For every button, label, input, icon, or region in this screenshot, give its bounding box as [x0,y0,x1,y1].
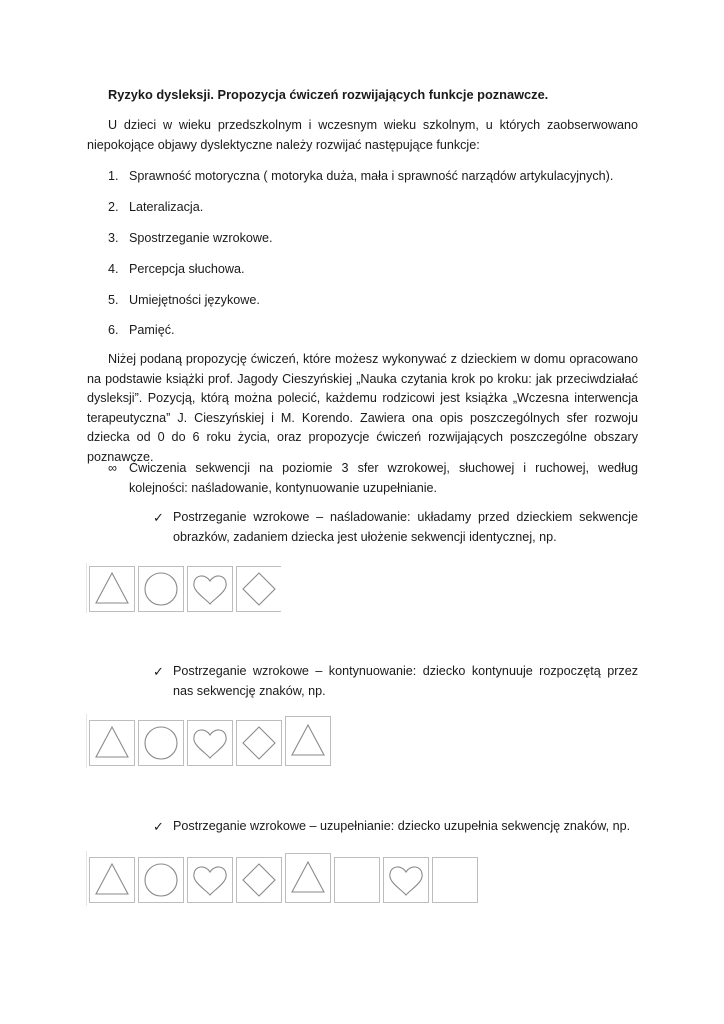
intro-paragraph: U dzieci w wieku przedszkolnym i wczesnym wieku szkolnym, u których zaobserwowano niepokojące objawy dyslektyczne należy rozwijać następujące funkcje: [87,118,638,152]
list-item-number: 2. [108,200,119,214]
sequence-card-triangle [90,858,135,903]
document-title: Ryzyko dysleksji. Propozycja ćwiczeń rozwijających funkcje poznawcze. [108,87,549,102]
list-item-text: Percepcja słuchowa. [129,262,245,276]
exercise-text: Postrzeganie wzrokowe – kontynuowanie: dziecko kontynuuje rozpoczętą przez nas sekwencję znaków, np. [173,664,638,698]
sequence-card-circle [139,858,184,903]
exercise-text: Postrzeganie wzrokowe – uzupełnianie: dziecko uzupełnia sekwencję znaków, np. [173,819,631,833]
sequence-completion [86,851,486,906]
source-paragraph: Niżej podaną propozycję ćwiczeń, które możesz wykonywać z dzieckiem w domu opracowano na podstawie książki prof. Jagody Cieszyńskiej „Nauka czytania krok po kroku: jak przeciwdziałać dysleksji”. Pozycją, którą można polecić, każdemu rodzicowi jest książka „Wczesna interwencja terapeutyczna” J. Cieszyńskiej i M. Korendo. Zawiera ona opis poszczególnych sfer rozwoju dziecka od 0 do 6 roku życia, oraz propozycje ćwiczeń rozwijających poszczególne obszary poznawcze. [87,352,638,464]
list-item-number: 5. [108,293,119,307]
bullet-text: Ćwiczenia sekwencji na poziomie 3 sfer wzrokowej, słuchowej i ruchowej, według kolejności: naśladowanie, kontynuowanie uzupełnianie. [129,461,638,495]
infinity-bullet-icon: ∞ [108,461,117,475]
sequence-card-circle [139,567,184,612]
sequence-card-heart [384,858,429,903]
sequence-imitation [86,563,281,613]
sequence-card-triangle [90,567,135,612]
checkmark-icon: ✓ [153,664,164,679]
sequence-card-triangle [286,717,331,766]
checkmark-icon: ✓ [153,819,164,834]
sequence-card-diamond [237,567,282,612]
list-item-text: Lateralizacja. [129,200,204,214]
exercise-text: Postrzeganie wzrokowe – naśladowanie: układamy przed dzieckiem sekwencje obrazków, zadaniem dziecka jest ułożenie sekwencji identycznej, np. [173,510,638,544]
list-item-text: Sprawność motoryczna ( motoryka duża, mała i sprawność narządów artykulacyjnych). [129,169,614,183]
sequence-card-diamond [237,721,282,766]
sequence-card-triangle [90,721,135,766]
sequence-card-empty [335,858,380,903]
list-item-text: Pamięć. [129,323,175,337]
list-item-text: Umiejętności językowe. [129,293,260,307]
sequence-card-triangle [286,854,331,903]
list-item-number: 4. [108,262,119,276]
sequence-card-heart [188,567,233,612]
list-item-text: Spostrzeganie wzrokowe. [129,231,273,245]
sequence-card-diamond [237,858,282,903]
sequence-card-empty [433,858,478,903]
list-item-number: 6. [108,323,119,337]
list-item-number: 3. [108,231,119,245]
list-item-number: 1. [108,169,119,183]
checkmark-icon: ✓ [153,510,164,525]
sequence-card-circle [139,721,184,766]
sequence-card-heart [188,858,233,903]
sequence-continuation [86,714,331,768]
sequence-card-heart [188,721,233,766]
